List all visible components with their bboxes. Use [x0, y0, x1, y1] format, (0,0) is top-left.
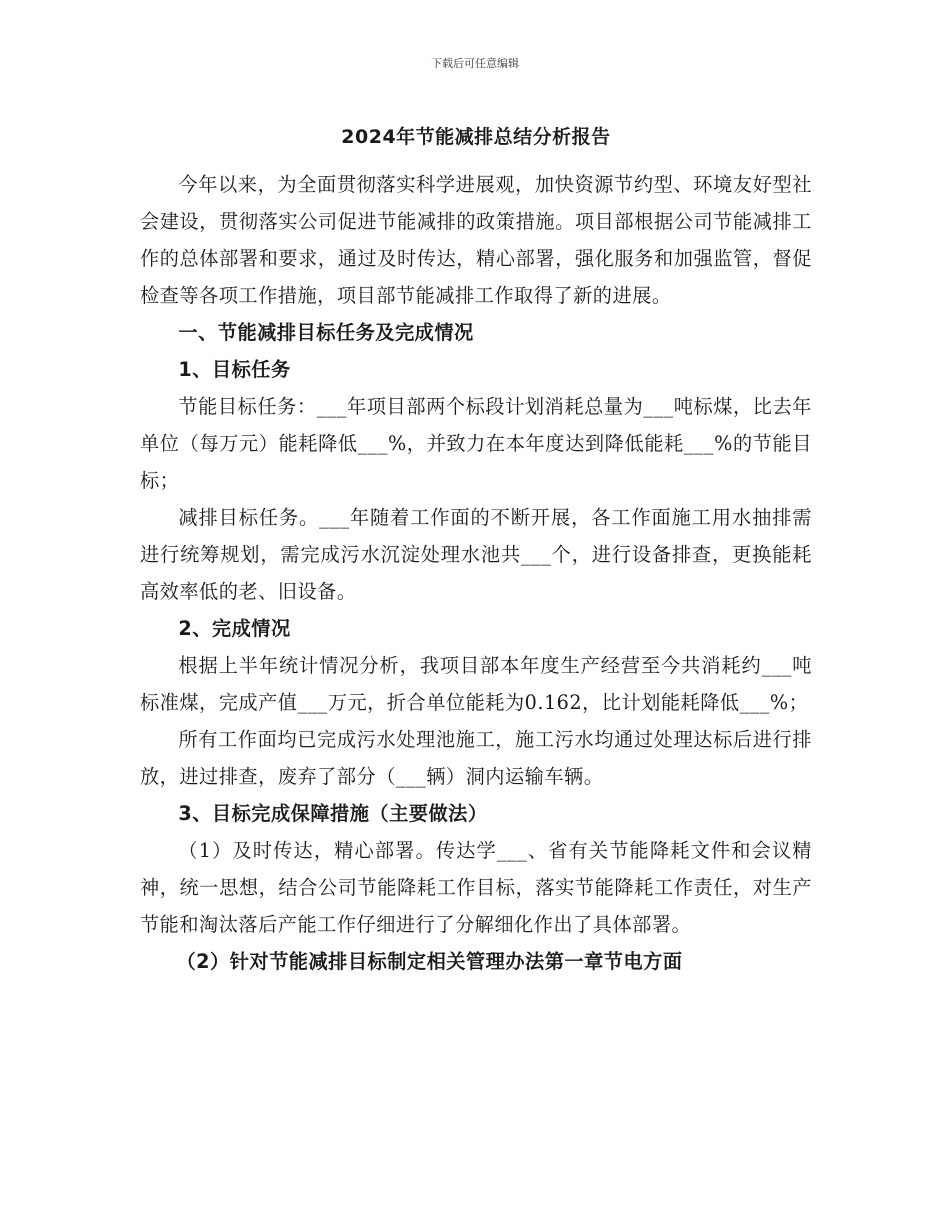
emission-target-paragraph: 减排目标任务。___年随着工作面的不断开展，各工作面施工用水抽排需进行统筹规划，需完成污水沉淀处理水池共___个，进行设备排查，更换能耗高效率低的老、旧设备。	[140, 506, 812, 603]
intro-paragraph: 今年以来，为全面贯彻落实科学进展观，加快资源节约型、环境友好型社会建设，贯彻落实公司促进节能减排的政策措施。项目部根据公司节能减排工作的总体部署和要求，通过及时传达，精心部署，强化服务和加强监管，督促检查等各项工作措施，项目部节能减排工作取得了新的进展。	[140, 173, 812, 307]
page-header: 下载后可任意编辑	[431, 57, 519, 70]
section-heading-1: 一、节能减排目标任务及完成情况	[178, 321, 474, 344]
subsection-heading-targets: 1、目标任务	[178, 358, 291, 381]
measure-heading-2: （2）针对节能减排目标制定相关管理办法第一章节电方面	[176, 950, 683, 973]
completion-paragraph-2: 所有工作面均已完成污水处理池施工，施工污水均通过处理达标后进行排放，进过排查，废弃了部分（___辆）洞内运输车辆。	[140, 728, 812, 788]
subsection-heading-measures: 3、目标完成保障措施（主要做法）	[178, 802, 488, 825]
measure-paragraph-1: （1）及时传达，精心部署。传达学___、省有关节能降耗文件和会议精神，统一思想，结合公司节能降耗工作目标，落实节能降耗工作责任，对生产节能和淘汰落后产能工作仔细进行了分解细化作出了具体部署。	[140, 839, 812, 936]
completion-paragraph-1: 根据上半年统计情况分析，我项目部本年度生产经营至今共消耗约___吨标准煤，完成产值___万元，折合单位能耗为0.162，比计划能耗降低___%；	[140, 654, 812, 714]
document-title: 2024年节能减排总结分析报告	[341, 126, 611, 148]
document-body	[140, 120, 812, 980]
energy-target-paragraph: 节能目标任务：___年项目部两个标段计划消耗总量为___吨标煤，比去年单位（每万元）能耗降低___%，并致力在本年度达到降低能耗___%的节能目标；	[140, 395, 812, 492]
subsection-heading-completion: 2、完成情况	[178, 617, 291, 640]
